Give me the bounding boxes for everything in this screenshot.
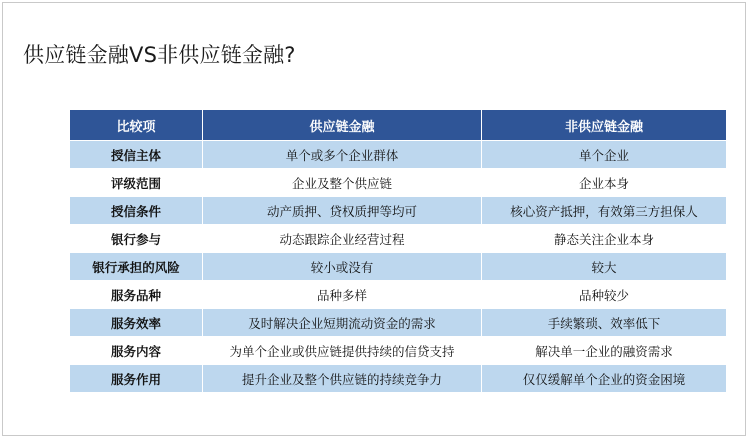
page-title: 供应链金融VS非供应链金融? (23, 43, 296, 67)
row-label: 银行参与 (70, 225, 203, 253)
table-row (70, 225, 727, 253)
non-supply-chain-cell: 手续繁琐、效率低下 (482, 309, 727, 337)
row-label: 评级范围 (70, 169, 203, 197)
supply-chain-cell: 单个或多个企业群体 (203, 141, 482, 169)
non-supply-chain-cell: 较大 (482, 253, 727, 281)
table-row (70, 281, 727, 309)
header-cell-non-supply-chain-finance: 非供应链金融 (482, 110, 727, 141)
supply-chain-cell: 为单个企业或供应链提供持续的信贷支持 (203, 337, 482, 365)
table-header-row (70, 110, 727, 141)
supply-chain-cell: 提升企业及整个供应链的持续竞争力 (203, 365, 482, 393)
header-cell-criteria: 比较项 (70, 110, 203, 141)
supply-chain-cell: 品种多样 (203, 281, 482, 309)
row-label: 服务品种 (70, 281, 203, 309)
comparison-table (69, 109, 727, 393)
row-label: 授信条件 (70, 197, 203, 225)
supply-chain-cell: 及时解决企业短期流动资金的需求 (203, 309, 482, 337)
table-row (70, 197, 727, 225)
non-supply-chain-cell: 仅仅缓解单个企业的资金困境 (482, 365, 727, 393)
row-label: 服务效率 (70, 309, 203, 337)
row-label: 授信主体 (70, 141, 203, 169)
non-supply-chain-cell: 品种较少 (482, 281, 727, 309)
table-row (70, 337, 727, 365)
supply-chain-cell: 较小或没有 (203, 253, 482, 281)
row-label: 银行承担的风险 (70, 253, 203, 281)
supply-chain-cell: 动产质押、贷权质押等均可 (203, 197, 482, 225)
table-row (70, 365, 727, 393)
table-row (70, 253, 727, 281)
row-label: 服务内容 (70, 337, 203, 365)
supply-chain-cell: 企业及整个供应链 (203, 169, 482, 197)
supply-chain-cell: 动态跟踪企业经营过程 (203, 225, 482, 253)
non-supply-chain-cell: 单个企业 (482, 141, 727, 169)
non-supply-chain-cell: 静态关注企业本身 (482, 225, 727, 253)
slide-frame (2, 2, 746, 436)
non-supply-chain-cell: 企业本身 (482, 169, 727, 197)
table-row (70, 309, 727, 337)
row-label: 服务作用 (70, 365, 203, 393)
table-row (70, 169, 727, 197)
table-row (70, 141, 727, 169)
header-cell-supply-chain-finance: 供应链金融 (203, 110, 482, 141)
non-supply-chain-cell: 解决单一企业的融资需求 (482, 337, 727, 365)
non-supply-chain-cell: 核心资产抵押，有效第三方担保人 (482, 197, 727, 225)
